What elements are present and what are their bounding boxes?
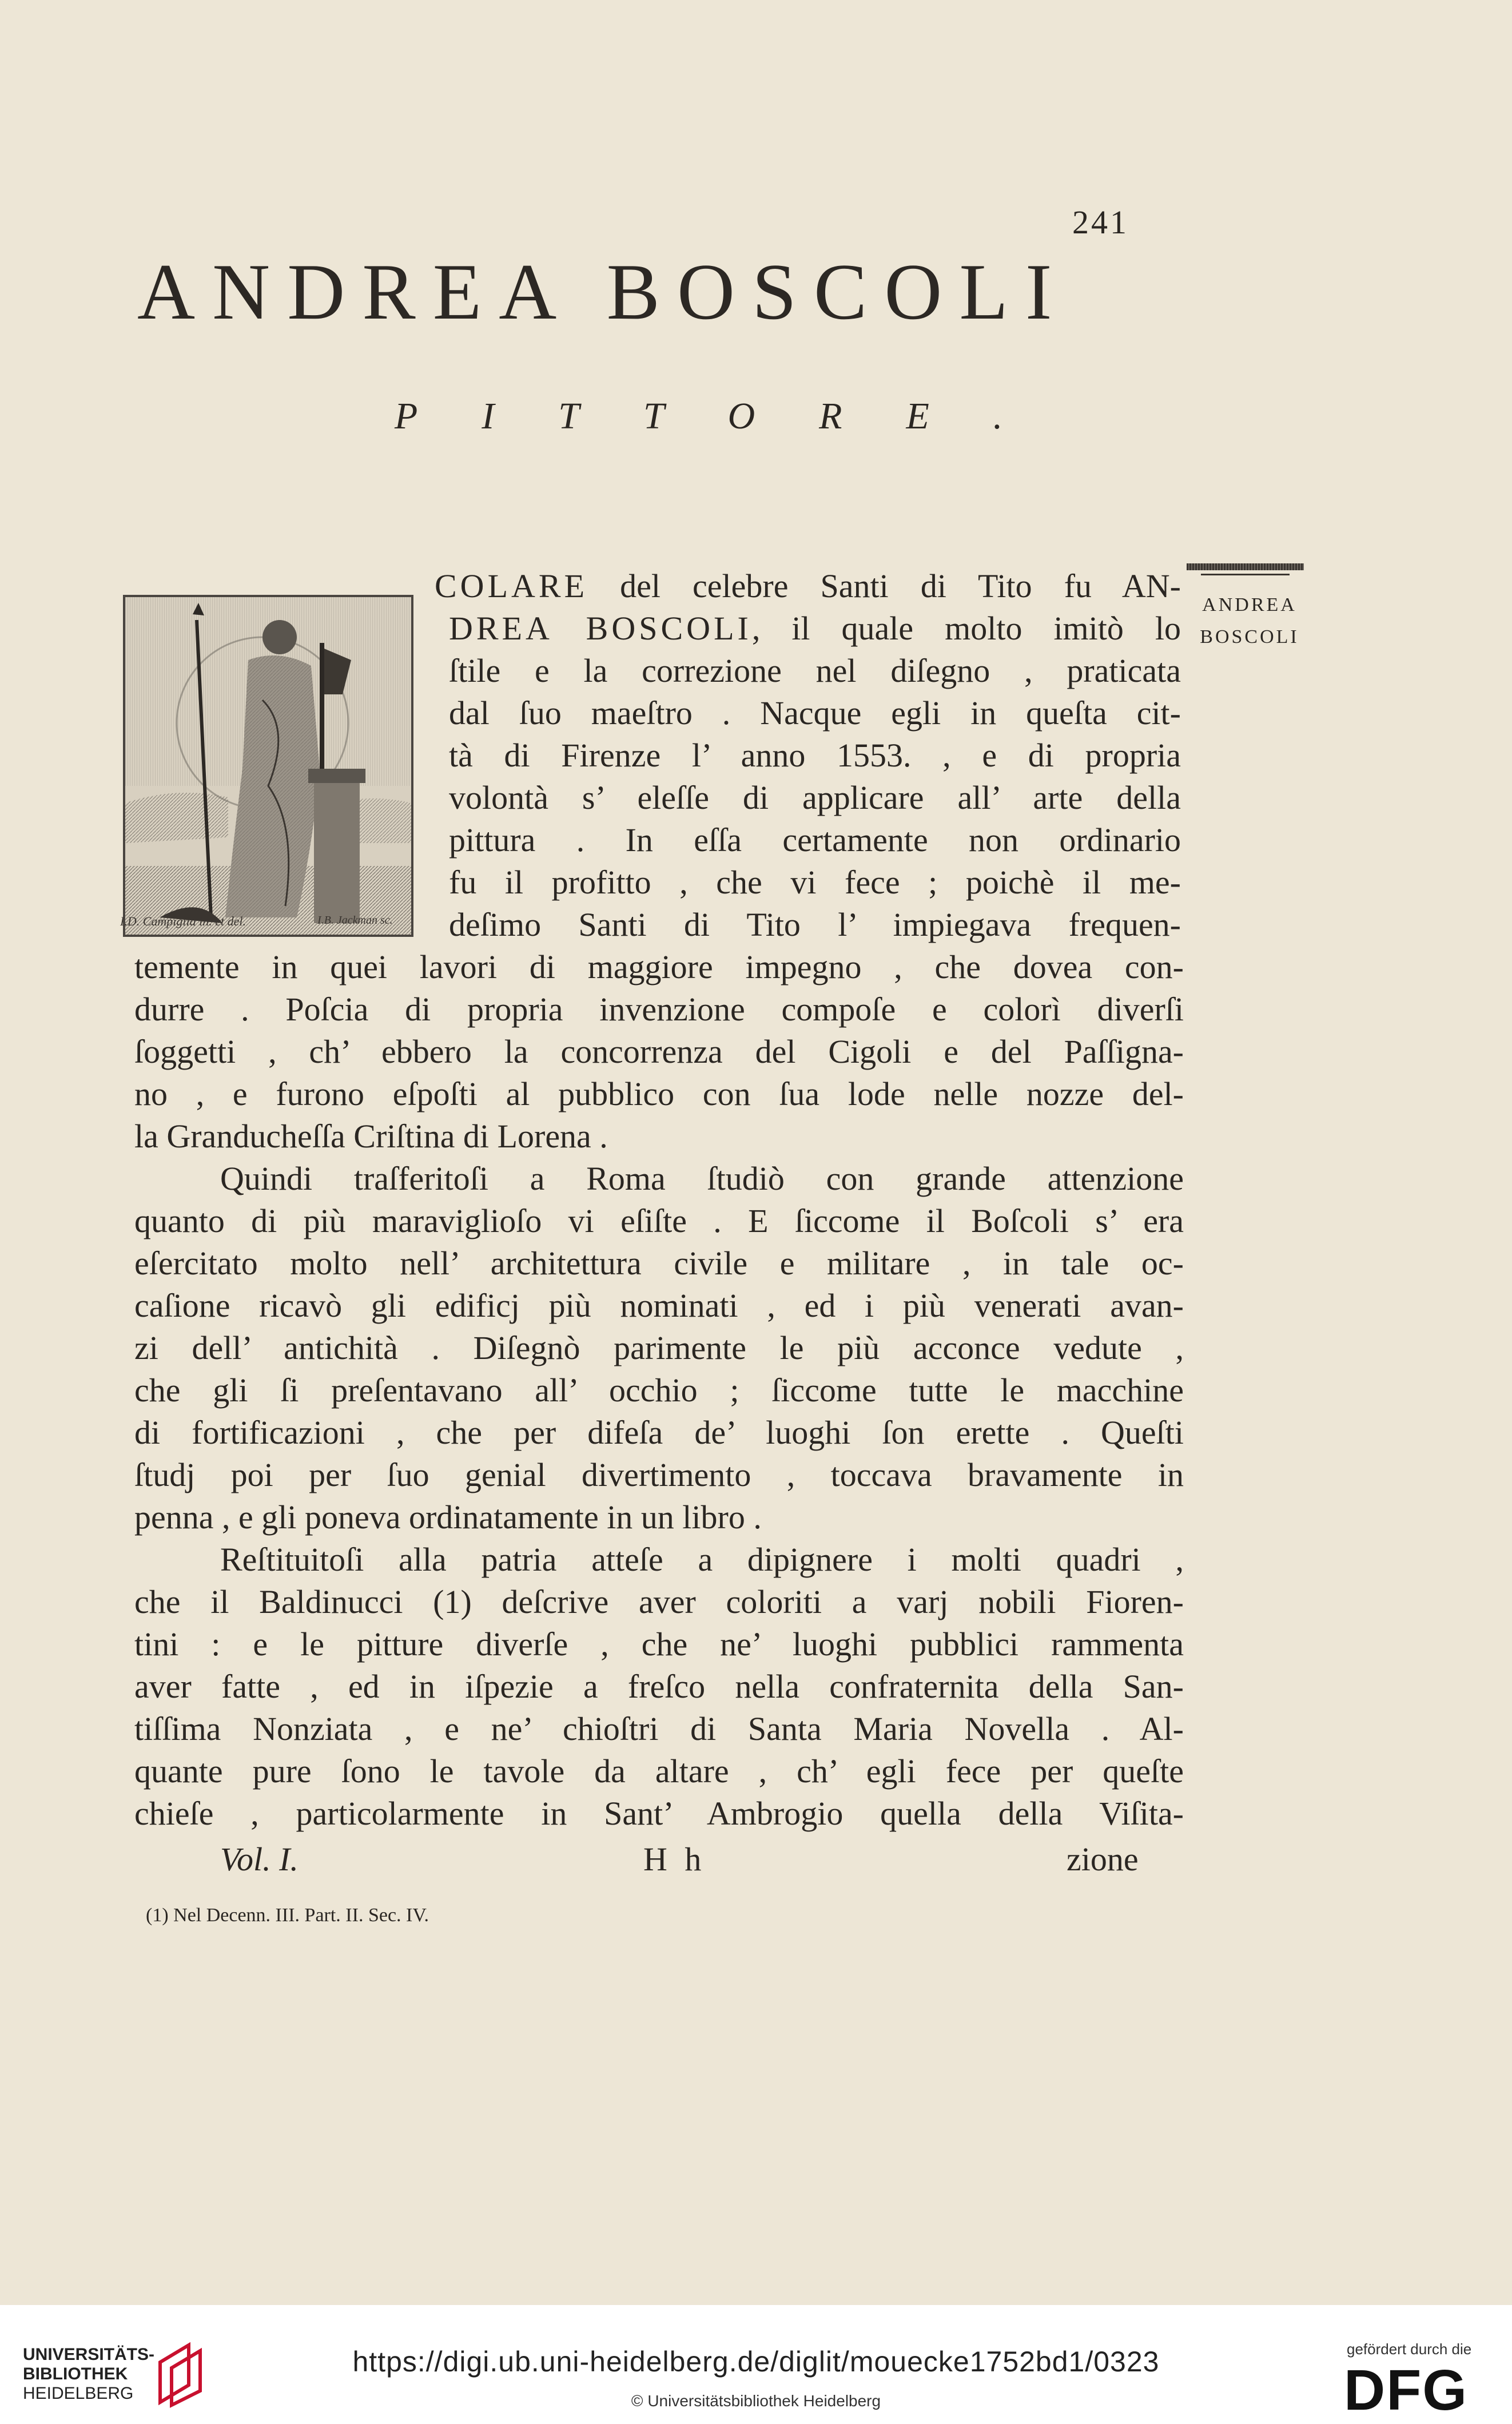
funded-by-label: gefördert durch die	[1347, 2340, 1472, 2358]
body-line: volontà s’ eleſſe di applicare all’ arte della	[449, 779, 1181, 816]
vignette-illustration	[125, 597, 411, 935]
body-line: ſoggetti , ch’ ebbero la concorrenza del Cigoli e del Paſſigna-	[134, 1033, 1184, 1070]
body-line: tini : e le pitture diverſe , che ne’ luoghi pubblici rammenta	[134, 1626, 1184, 1663]
page-number: 241	[1072, 204, 1129, 241]
body-line: chieſe , particolarmente in Sant’ Ambrogio quella della Viſita-	[134, 1795, 1184, 1832]
body-line: zi dell’ antichità . Diſegnò parimente le più acconce vedute ,	[134, 1329, 1184, 1366]
body-line: eſercitato molto nell’ architettura civile e militare , in tale oc-	[134, 1245, 1184, 1282]
body-line	[449, 607, 1181, 650]
body-line: caſione ricavò gli edificj più nominati , ed i più venerati avan-	[134, 1287, 1184, 1324]
body-line: Quindi traſferitoſi a Roma ſtudiò con grande attenzione	[220, 1160, 1184, 1197]
body-line: temente in quei lavori di maggiore impegno , che dovea con-	[134, 948, 1184, 986]
body-line: penna , e gli poneva ordinatamente in un libro .	[134, 1499, 762, 1536]
body-line-lead: DREA BOSCOLI	[449, 610, 752, 647]
body-line: Reſtituitoſi alla patria atteſe a dipignere i molti quadri ,	[220, 1541, 1184, 1578]
body-line: la Granducheſſa Criſtina di Lorena .	[134, 1118, 608, 1155]
body-line: che il Baldinucci (1) deſcrive aver coloriti a varj nobili Fioren-	[134, 1583, 1184, 1620]
body-line: durre . Poſcia di propria invenzione compoſe e colorì diverſi	[134, 991, 1184, 1028]
body-line: ſtile e la correzione nel diſegno , praticata	[449, 652, 1181, 689]
body-line: di fortificazioni , che per difeſa de’ luoghi ſon erette . Queſti	[134, 1414, 1184, 1451]
body-line: no , e furono eſpoſti al pubblico con ſua lode nelle nozze del-	[134, 1075, 1184, 1112]
body-line-text: , il quale molto imitò lo	[751, 610, 1181, 647]
body-line: pittura . In eſſa certamente non ordinario	[449, 821, 1181, 859]
engraved-vignette	[123, 595, 413, 937]
copyright-notice: © Universitätsbibliothek Heidelberg	[631, 2392, 881, 2410]
body-line: deſimo Santi di Tito l’ impiegava frequen-	[449, 906, 1181, 943]
body-line: dal ſuo maeſtro . Nacque egli in queſta cit-	[449, 694, 1181, 732]
body-line: tiſſima Nonziata , e ne’ chioſtri di Santa Maria Novella . Al-	[134, 1710, 1184, 1747]
permalink-url[interactable]: https://digi.ub.uni-heidelberg.de/diglit/mouecke1752bd1/0323	[352, 2346, 1160, 2378]
body-line-text: del celebre Santi di Tito fu AN-	[588, 567, 1181, 605]
footnote: (1) Nel Decenn. III. Part. II. Sec. IV.	[146, 1905, 429, 1926]
viewer-footer	[0, 2305, 1512, 2424]
marginal-rule	[1201, 574, 1290, 575]
dfg-logo: DFG	[1344, 2358, 1469, 2422]
body-line: quante pure ſono le tavole da altare , ch’ egli fece per queſte	[134, 1753, 1184, 1790]
body-line: quanto di più maraviglioſo vi eſiſte . E ſiccome il Boſcoli s’ era	[134, 1202, 1184, 1239]
library-name-line-2: BIBLIOTHEK	[23, 2365, 128, 2383]
body-line: ſtudj poi per ſuo genial divertimento , toccava bravamente in	[134, 1456, 1184, 1493]
body-line: fu il profitto , che vi fece ; poichè il me-	[449, 864, 1181, 901]
page-title: ANDREA BOSCOLI	[137, 248, 1069, 336]
body-line-lead: COLARE	[435, 567, 588, 605]
marginal-note-line-1: ANDREA	[1202, 594, 1297, 615]
signature-mark: H h	[643, 1841, 706, 1878]
body-line	[435, 565, 1181, 607]
vignette-credit-engraver: I.B. Jackman sc.	[317, 914, 393, 927]
page-subtitle: PITTORE.	[395, 395, 1067, 437]
library-name-line-3: HEIDELBERG	[23, 2384, 134, 2403]
library-name-line-1: UNIVERSITÄTS-	[23, 2345, 155, 2364]
volume-indicator: Vol. I.	[220, 1841, 299, 1878]
body-line: tà di Firenze l’ anno 1553. , e di propria	[449, 737, 1181, 774]
body-line: aver fatte , ed in iſpezie a freſco nella confraternita della San-	[134, 1668, 1184, 1705]
marginal-ornament	[1187, 563, 1304, 570]
marginal-note-line-2: BOSCOLI	[1200, 626, 1299, 647]
marginal-note	[1189, 589, 1310, 653]
catchword: zione	[1067, 1841, 1139, 1878]
vignette-credit-designer: I.D. Campiglia in. et del.	[120, 914, 246, 928]
body-line: che gli ſi preſentavano all’ occhio ; ſiccome tutte le macchine	[134, 1372, 1184, 1409]
